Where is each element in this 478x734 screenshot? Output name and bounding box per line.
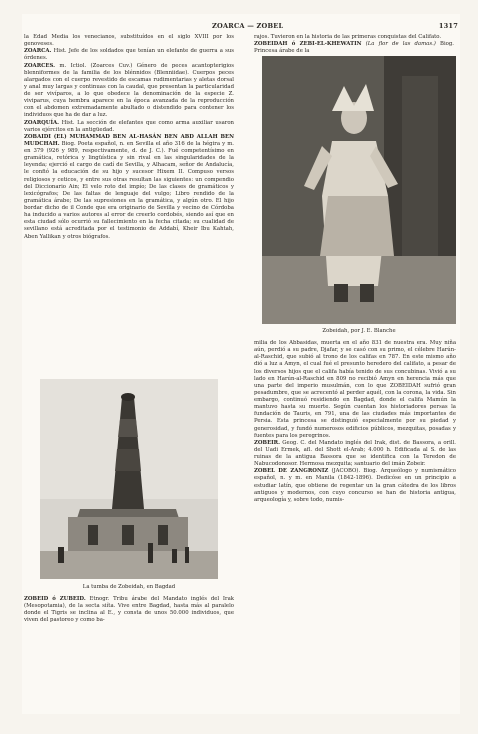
entry-body: m. Ictiol. (Zoarces Cuv.) Género de peces acantopterigios blenniformes de la familia de los blénnidos (Blenniidae). Cuerpos peces alargados con el cuerpo revestido de escamas rudimentarias y aletas dorsal y anal muy largas y continuas con la caudal, que presentan la particularidad de ser vivíparos, a lo que obedece la denominación de la especie Z. viviparus, cuya hembra aparece en la época avanzada de la reproducción con el abdomen extremadamente abultado o distendido para contener los individuos que ha de dar a luz.: [24, 62, 235, 119]
entry-headword: ZOBEID ó ZUBEID.: [24, 596, 86, 602]
tomb-illustration: [40, 379, 218, 579]
entry-body: Geog. C. del Mandato inglés del Irak, dist. de Bassora, a orill. del Uadi Ermek, afl. del Shott el-Arab; 4.000 h. Edificada al S. de las ruinas de la antigua Bassora que se identifica con la Teredon de Nabucodonosor. Hermosa mezquita; santuario del imán Zobeir.: [254, 439, 456, 468]
entry-zobel: [254, 468, 456, 504]
continued-paragraph: rajos. Tuvieron en la historia de las primeras conquistas del Califato.: [254, 34, 442, 40]
tomb-caption: La tumba de Zobeidah, en Bagdad: [82, 584, 176, 590]
entry-subtitle: (La flor de las damas.): [365, 41, 436, 48]
portrait-illustration: [262, 56, 456, 324]
entry-zoarces: [24, 63, 234, 120]
right-column-top: [254, 34, 454, 55]
entry-zobaidi: [24, 134, 234, 241]
entry-headword: ZOARCES.: [24, 62, 55, 69]
continued-paragraph: milia de los Abbasidas, muerta en el año 831 de nuestra era. Muy niña aún, perdió a su padre, Djafar, y se casó con su primo, el célebre Harún-al-Raschid, que subió al trono de los califas en 787. En este mismo año dió a luz a Amyn, el cual fué el presunto heredero del califato, a pesar de los diversos hijos que el califa había tenido de sus concubinas. Vivió a su lado en Harún-al-Raschid en 809 no recibió Amyn en herencia más que una parte del imperio musulmán, con lo que ZOBEIDAH sufrió gran pesadumbre, que se acrecentó al perder aquél, con la corona, la vida. Sin embargo, continuó residiendo en Bagdad, donde el califa Mamún la mantuvo hasta su muerte. Según cuentan los historiadores persas la fundación de Tauris, en 791, una de las ciudades más importantes de Persia. Esta princesa se distinguió especialmente por su piedad y generosidad, y fundó numerosos edificios públicos, mezquitas, posadas y fuentes para los peregrinos.: [254, 340, 456, 439]
entry-headword: ZOBEIR.: [254, 439, 280, 446]
portrait-caption: Zobeidah, por J. E. Blanche: [322, 328, 396, 334]
continued-paragraph: la Edad Media los venecianos, substituídos en el siglo XVIII por los genoveses.: [24, 34, 234, 48]
page-number: 1317: [438, 22, 458, 30]
running-head: ZOARCA — ZOBEL: [212, 22, 284, 30]
entry-zobeidah: [254, 41, 454, 55]
entry-body: Hist. La sección de elefantes que como arma auxiliar usaron varios ejércitos en la antigüedad.: [24, 119, 234, 133]
entry-headword: ZOARCA.: [24, 48, 52, 55]
lower-left-column: [24, 596, 234, 625]
entry-body: Biog. Arqueólogo y numismático español, n. y m. en Manila (1842-1896). Dedicóse en un principio a estudiar latín, que obtiene de regentar un la gran cátedra de los libros antiguos y modernos, con cuyo concurso se han de historia antigua, arqueología y, sobre todo, numis-: [254, 468, 456, 503]
tomb-photograph: [40, 379, 218, 579]
page-header: [22, 22, 460, 34]
portrait-painting: [262, 56, 456, 324]
entry-body: Hist. Jefe de los soldados que tenían un elefante de guerra a sus órdenes.: [24, 48, 235, 62]
entry-body: Etnogr. Tribu árabe del Mandato inglés del Irak (Mesopotamia), de la secta siíta. Vive entre Bagdad, hasta más al paralelo donde el Tigris se inclina al E., y consta de unos 50.000 individuos, que viven del pastoreo y como ba-: [24, 596, 234, 624]
entry-headword: ZOBEIDAH ó ZEBI-EL-KHEWATIN: [254, 41, 362, 48]
entry-zoarquia: [24, 120, 234, 134]
entry-headword: ZOBAIDI (EL) MUHAMMAD BEN AL-HASÁN BEN ABD ALLAH BEN MUDCHAH.: [24, 133, 234, 147]
entry-zobeir: [254, 440, 456, 469]
scanned-page: [22, 14, 460, 714]
left-column: [24, 34, 234, 241]
entry-body: Biog. Princesa árabe de la: [254, 41, 455, 55]
entry-headword: ZOARQUÍA.: [24, 119, 59, 126]
right-column-bottom: [254, 340, 456, 504]
entry-subtitle: (JACOBO).: [331, 468, 361, 475]
entry-body: Biog. Poeta español, n. en Sevilla el año 316 de la hégira y m. en 379 (926 y 989, respectivamente, d. de J. C.). Fué competentísimo en gramática, retórica y lingüística y sin rival en las singularidades de la leyenda; ejerció el cargo de cadí de Sevilla, y Alhacam, señor de Andalucía, le confió la educación de su hijo y sucesor Hixem II. Compuso versos religiosos y ceticos, y entre sus otras resultan las siguientes: un compendio del Diccionario Ain; El velo roto del impío; De las clases de gramáticos y lexicógrafos; De las faltas de lenguaje del vulgo; Libro rendido de la gramática árabe; De las supresiones en la gramática, y algún otro. El hijo bordar dicho de il Conde que era originario de Sevilla y vecino de Córdoba ha inducido a varios autores al error de creerlo cordobés, siendo así que en esta ciudad sólo ocurrió su fallecimiento en la fecha citada; su cualidad de sevillano está acreditada por el testimonio de Addabí, Kheir Ibu Kahtah, Aben Yallikan y otros biógrafos.: [24, 140, 234, 240]
entry-headword: ZOBEL DE ZANGRONIZ: [254, 468, 329, 475]
entry-zoarca: [24, 48, 234, 62]
entry-zobeid: [24, 596, 234, 625]
